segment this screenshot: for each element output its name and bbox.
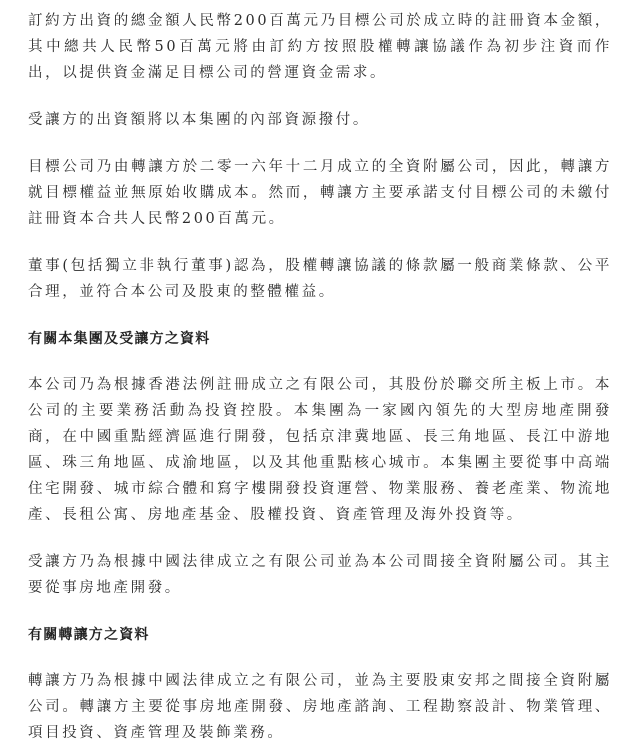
paragraph-spacer bbox=[28, 232, 612, 253]
paragraph-transferor-info: 轉讓方乃為根據中國法律成立之有限公司，並為主要股東安邦之間接全資附屬公司。轉讓方主要從事房地產開發、房地產諮詢、工程勘察設計、物業管理、項目投資、資產管理及裝飾業務。 bbox=[28, 673, 612, 741]
paragraph-company-info: 本公司乃為根據香港法例註冊成立之有限公司，其股份於聯交所主板上市。本公司的主要業務活動為投資控股。本集團為一家國內領先的大型房地產開發商，在中國重點經濟區進行開發，包括京津冀地區、長三角地區、長江中游地區、珠三角地區、成渝地區，以及其他重點核心城市。本集團主要從事中高端住宅開發、城市綜合體和寫字樓開發投資運營、物業服務、養老產業、物流地產、長租公寓、房地產基金、股權投資、資產管理及海外投資等。 bbox=[28, 377, 612, 523]
paragraph-directors-view: 董事(包括獨立非執行董事)認為，股權轉讓協議的條款屬一般商業條款、公平合理，並符合本公司及股東的整體權益。 bbox=[28, 258, 612, 300]
paragraph-spacer bbox=[28, 352, 612, 372]
paragraph-funding-source: 受讓方的出資額將以本集團的內部資源撥付。 bbox=[28, 112, 370, 128]
section-heading-transferor: 有關轉讓方之資料 bbox=[28, 627, 150, 643]
paragraph-spacer bbox=[28, 133, 612, 154]
paragraph-spacer bbox=[28, 528, 612, 549]
paragraph-spacer bbox=[28, 648, 612, 668]
paragraph-subscription-amount: 訂約方出資的總金額人民幣200百萬元乃目標公司於成立時的註冊資本金額，其中總共人民幣50百萬元將由訂約方按照股權轉讓協議作為初步注資而作出，以提供資金滿足目標公司的營運資金需求。 bbox=[28, 13, 612, 81]
paragraph-transferee-info: 受讓方乃為根據中國法律成立之有限公司並為本公司間接全資附屬公司。其主要從事房地產開發。 bbox=[28, 554, 612, 596]
section-heading-group-and-transferee: 有關本集團及受讓方之資料 bbox=[28, 331, 211, 347]
paragraph-spacer bbox=[28, 601, 612, 622]
paragraph-spacer bbox=[28, 305, 612, 326]
document-body bbox=[28, 8, 612, 746]
paragraph-spacer bbox=[28, 86, 612, 107]
paragraph-target-company-background: 目標公司乃由轉讓方於二零一六年十二月成立的全資附屬公司，因此，轉讓方就目標權益並無原始收購成本。然而，轉讓方主要承諾支付目標公司的未繳付註冊資本合共人民幣200百萬元。 bbox=[28, 159, 612, 227]
